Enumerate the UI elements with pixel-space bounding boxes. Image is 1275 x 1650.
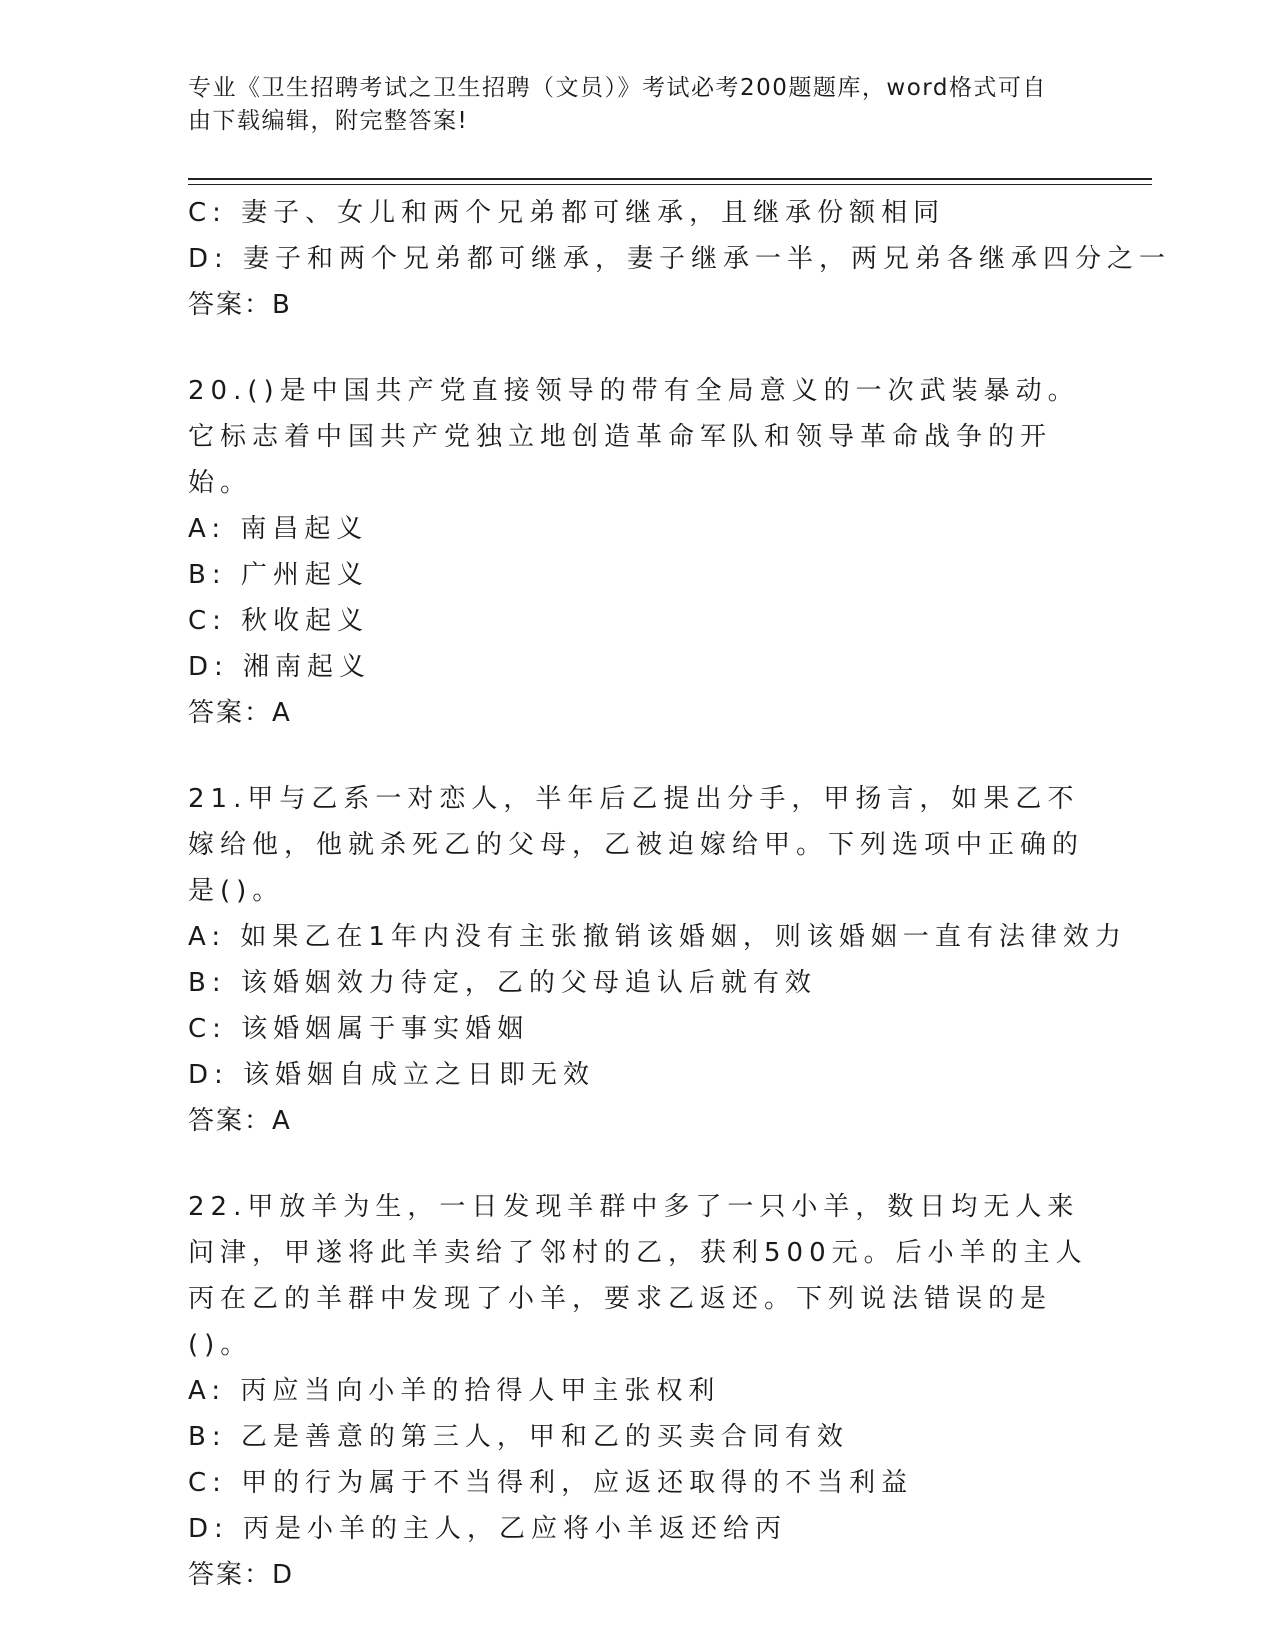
answer-line: 答案：B bbox=[188, 290, 292, 320]
spacer bbox=[188, 736, 1088, 776]
option-c: C: 秋收起义 bbox=[188, 606, 370, 636]
option-b: B: 广州起义 bbox=[188, 560, 369, 590]
question-text: 22.甲放羊为生，一日发现羊群中多了一只小羊，数日均无人来问津，甲遂将此羊卖给了邻村的乙，获利500元。后小羊的主人丙在乙的羊群中发现了小羊，要求乙返还。下列说法错误的是()。 bbox=[188, 1192, 1088, 1360]
option-b: B: 乙是善意的第三人，甲和乙的买卖合同有效 bbox=[188, 1422, 849, 1452]
question-20 bbox=[188, 368, 1088, 736]
spacer bbox=[188, 1144, 1088, 1184]
question-list bbox=[188, 190, 1172, 1598]
header-title: 专业《卫生招聘考试之卫生招聘（文员）》考试必考200题题库，word格式可自由下载编辑，附完整答案! bbox=[188, 75, 1047, 134]
header-rule-thin bbox=[188, 184, 1152, 185]
question-text: 20.()是中国共产党直接领导的带有全局意义的一次武装暴动。它标志着中国共产党独立地创造革命军队和领导革命战争的开始。 bbox=[188, 376, 1080, 498]
carryover-block bbox=[188, 190, 1172, 328]
question-21 bbox=[188, 776, 1127, 1144]
question-text: 21.甲与乙系一对恋人，半年后乙提出分手，甲扬言，如果乙不嫁给他，他就杀死乙的父母，乙被迫嫁给甲。下列选项中正确的是()。 bbox=[188, 784, 1085, 906]
spacer bbox=[188, 328, 1088, 368]
header-rule-thick bbox=[188, 178, 1152, 180]
option-d: D: 湘南起义 bbox=[188, 652, 372, 682]
option-c: C: 甲的行为属于不当得利，应返还取得的不当利益 bbox=[188, 1468, 914, 1498]
option-c: C: 该婚姻属于事实婚姻 bbox=[188, 1014, 530, 1044]
option-d: D: 丙是小羊的主人，乙应将小羊返还给丙 bbox=[188, 1514, 788, 1544]
option-b: B: 该婚姻效力待定，乙的父母追认后就有效 bbox=[188, 968, 817, 998]
option-a: A: 南昌起义 bbox=[188, 514, 369, 544]
option-a: A: 如果乙在1年内没有主张撤销该婚姻，则该婚姻一直有法律效力 bbox=[188, 922, 1127, 952]
option-a: A: 丙应当向小羊的拾得人甲主张权利 bbox=[188, 1376, 721, 1406]
option-d: D: 妻子和两个兄弟都可继承，妻子继承一半，两兄弟各继承四分之一 bbox=[188, 244, 1172, 274]
option-d: D: 该婚姻自成立之日即无效 bbox=[188, 1060, 596, 1090]
answer-line: 答案：A bbox=[188, 698, 292, 728]
answer-line: 答案：D bbox=[188, 1560, 295, 1590]
answer-line: 答案：A bbox=[188, 1106, 292, 1136]
question-22 bbox=[188, 1184, 1088, 1598]
option-c: C: 妻子、女儿和两个兄弟都可继承，且继承份额相同 bbox=[188, 198, 946, 228]
document-header bbox=[188, 72, 1068, 138]
